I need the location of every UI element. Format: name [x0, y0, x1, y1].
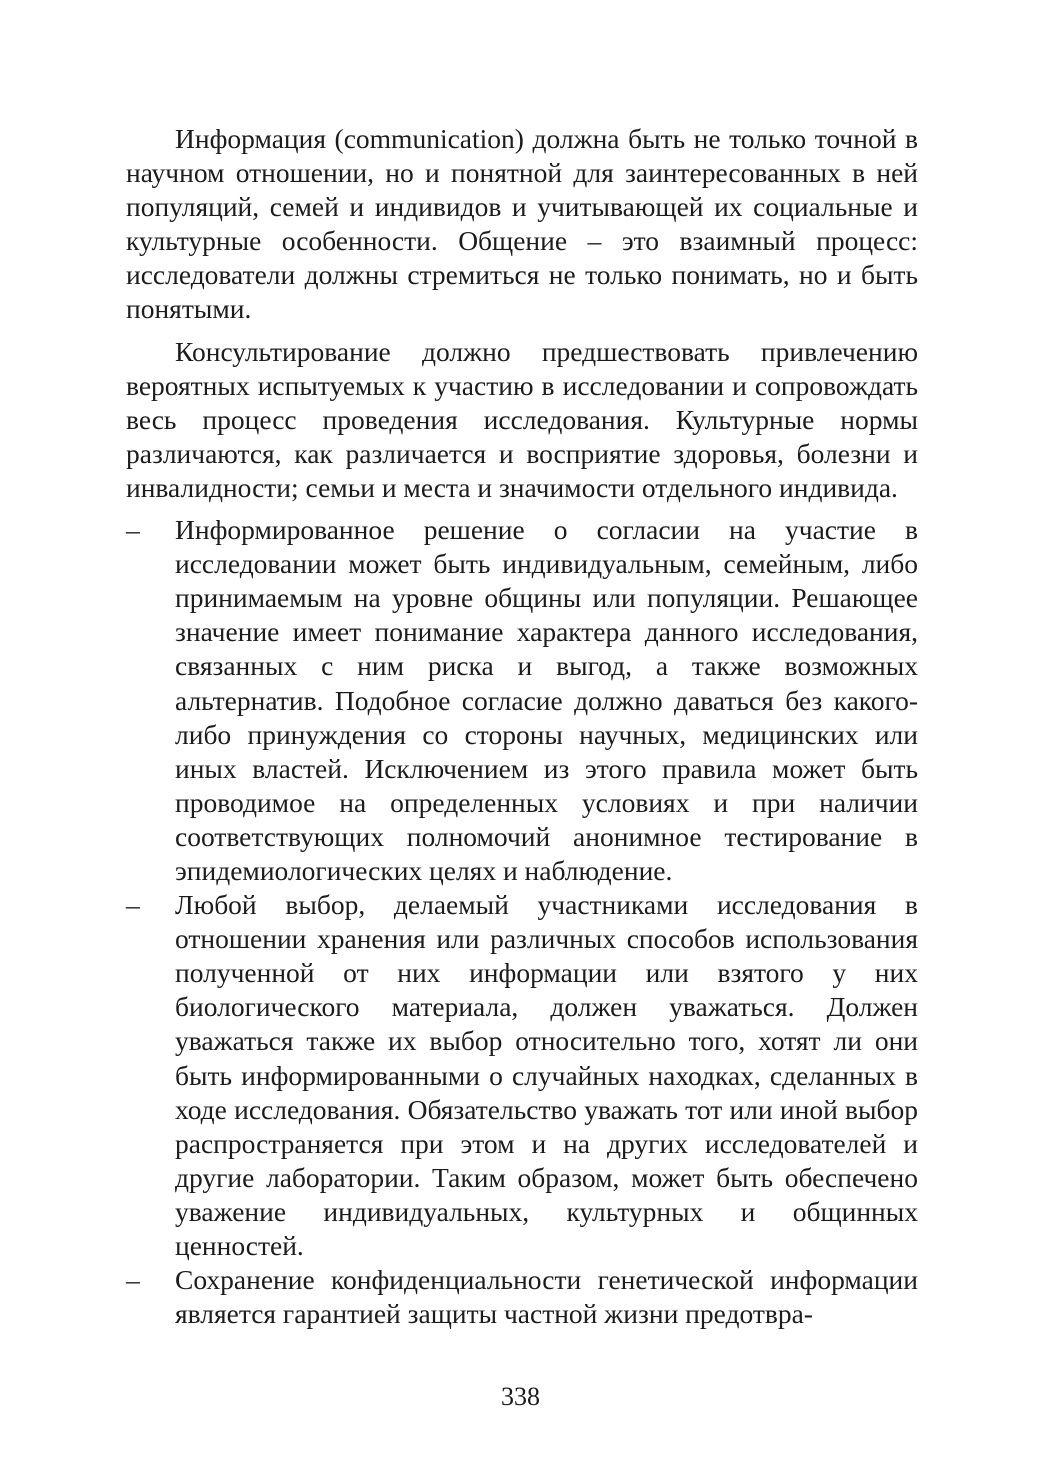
list-item-text: Любой выбор, делаемый участниками исследования в отношении хранения или различных способов использования полученной от них информации или взятого у них биологического материала, должен уважаться. Должен уважаться также их выбор относительно того, хотят ли они быть информированными о случайных находках, сделанных в ходе исследования. Обязательство уважать тот или иной выбор распространяется при этом и на других исследователей и другие лаборатории. Таким образом, может быть обеспечено уважение индивидуальных, культурных и общинных ценностей.: [175, 889, 918, 1261]
list-dash-marker: –: [126, 889, 140, 921]
list-dash-marker: –: [126, 514, 140, 546]
body-text: [126, 122, 918, 1331]
list-dash-marker: –: [126, 1264, 140, 1296]
principles-list: [126, 513, 918, 1331]
list-item-confidentiality: [126, 1263, 918, 1331]
list-item-text: Информированное решение о согласии на участие в исследовании может быть индивидуальным, семейным, либо принимаемым на уровне общины или популяции. Решающее значение имеет понимание характера данного исследования, связанных с ним риска и выгод, а также возможных альтернатив. Подобное согласие должно даваться без какого-либо принуждения со стороны научных, медицинских или иных властей. Исключением из этого правила может быть проводимое на определенных условиях и при наличии соответствующих полномочий анонимное тестирование в эпидемиологических целях и наблюдение.: [175, 514, 918, 886]
list-item-informed-consent: [126, 513, 918, 888]
paragraph-counseling: Консультирование должно предшествовать привлечению вероятных испытуемых к участию в исследовании и сопровождать весь процесс проведения исследования. Культурные нормы различаются, как различается и восприятие здоровья, болезни и инвалидности; семьи и места и значимости отдельного индивида.: [126, 335, 918, 503]
paragraph-communication: Информация (communication) должна быть не только точной в научном отношении, но и понятной для заинтересованных в ней популяций, семей и индивидов и учитывающей их социальные и культурные особенности. Общение – это взаимный процесс: исследователи должны стремиться не только понимать, но и быть понятыми.: [126, 123, 918, 325]
list-item-text: Сохранение конфиденциальности генетической информации является гарантией защиты частной жизни предотвра-: [175, 1264, 918, 1330]
page-number: 338: [501, 1382, 540, 1411]
list-item-choice: [126, 888, 918, 1263]
